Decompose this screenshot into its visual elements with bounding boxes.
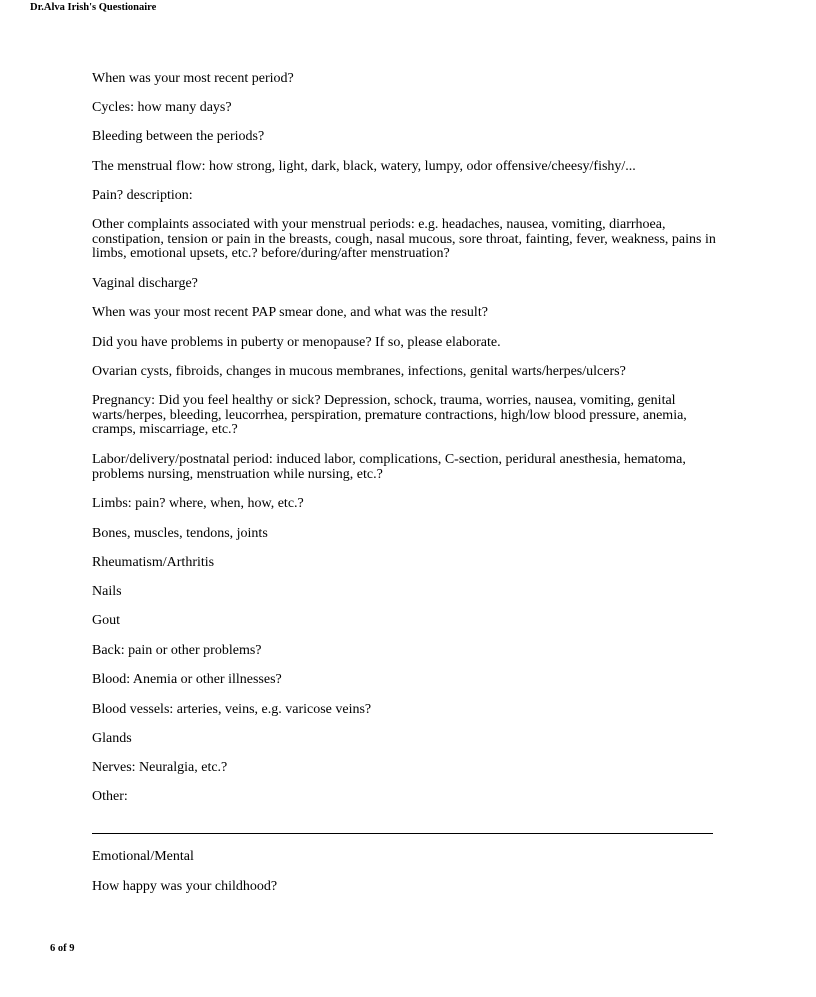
question-menstrual-flow: The menstrual flow: how strong, light, dark, black, watery, lumpy, odor offensive/cheesy/fishy/...	[92, 159, 636, 174]
question-nails: Nails	[92, 584, 122, 599]
question-bleeding: Bleeding between the periods?	[92, 129, 265, 144]
question-back: Back: pain or other problems?	[92, 643, 262, 658]
question-glands: Glands	[92, 731, 132, 746]
question-labor-delivery: Labor/delivery/postnatal period: induced labor, complications, C-section, peridural anesthesia, hematoma, problems nursing, menstruation while nursing, etc.?	[92, 452, 686, 482]
question-bones: Bones, muscles, tendons, joints	[92, 526, 268, 541]
question-gout: Gout	[92, 613, 120, 628]
document-header: Dr.Alva Irish's Questionaire	[30, 2, 157, 13]
section-title: Emotional/Mental	[92, 849, 194, 864]
question-blood: Blood: Anemia or other illnesses?	[92, 672, 282, 687]
question-ovarian-cysts: Ovarian cysts, fibroids, changes in mucous membranes, infections, genital warts/herpes/ulcers?	[92, 364, 626, 379]
question-childhood: How happy was your childhood?	[92, 879, 278, 894]
question-vaginal-discharge: Vaginal discharge?	[92, 276, 198, 291]
page-number: 6 of 9	[50, 943, 75, 954]
question-pap-smear: When was your most recent PAP smear done, and what was the result?	[92, 305, 488, 320]
question-puberty-menopause: Did you have problems in puberty or menopause? If so, please elaborate.	[92, 335, 501, 350]
question-pain: Pain? description:	[92, 188, 193, 203]
question-limbs: Limbs: pain? where, when, how, etc.?	[92, 496, 304, 511]
question-rheumatism: Rheumatism/Arthritis	[92, 555, 215, 570]
question-other-complaints: Other complaints associated with your menstrual periods: e.g. headaches, nausea, vomiting, diarrhoea, constipation, tension or pain in the breasts, cough, nasal mucous, sore throat, fainting, fever, weakness, pains in limbs, emotional upsets, etc.? before/during/after menstruation?	[92, 217, 716, 261]
question-recent-period: When was your most recent period?	[92, 71, 294, 86]
question-nerves: Nerves: Neuralgia, etc.?	[92, 760, 228, 775]
section-divider	[92, 833, 713, 834]
question-other: Other:	[92, 789, 128, 804]
question-pregnancy: Pregnancy: Did you feel healthy or sick? Depression, schock, trauma, worries, nausea, vomiting, genital warts/herpes, bleeding, leucorrhea, perspiration, premature contractions, high/low blood pressure, anemia, cramps, miscarriage, etc.?	[92, 393, 687, 437]
question-cycles: Cycles: how many days?	[92, 100, 232, 115]
question-blood-vessels: Blood vessels: arteries, veins, e.g. varicose veins?	[92, 702, 372, 717]
